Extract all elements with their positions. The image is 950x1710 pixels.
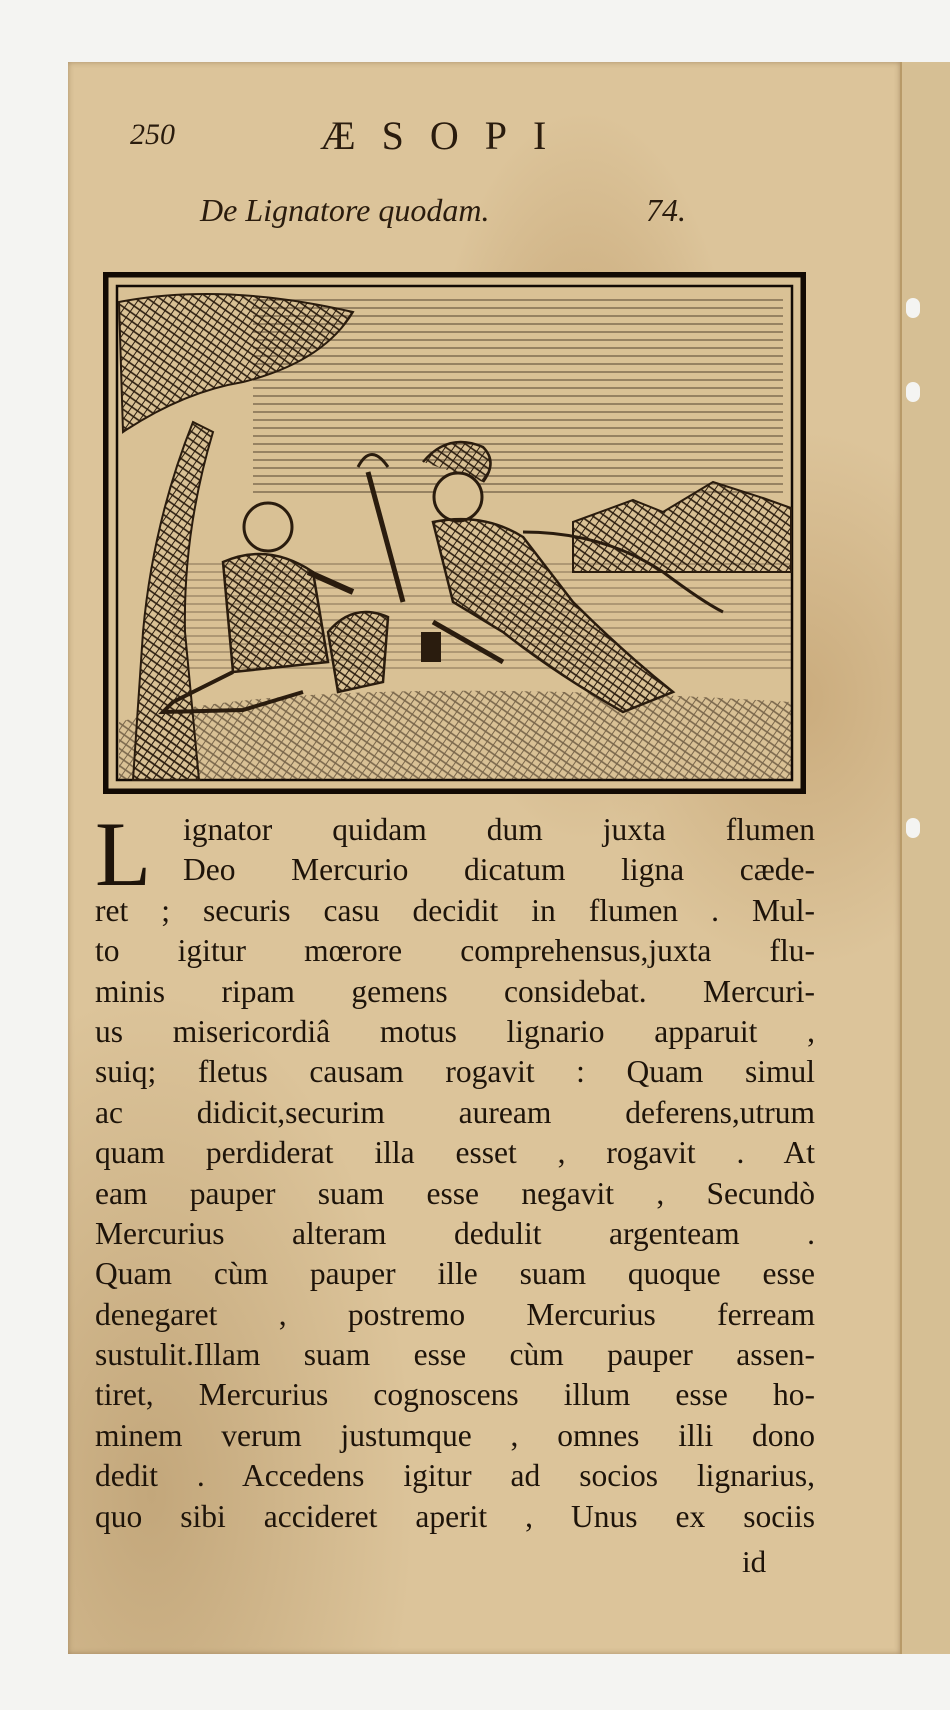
- text-line: dedit . Accedens igitur ad socios lignarius,: [95, 1458, 815, 1494]
- binding-hole: [906, 298, 920, 318]
- text-line: tiret, Mercurius cognoscens illum esse ho-: [95, 1377, 815, 1413]
- text-line: to igitur mœrore comprehensus,juxta flu-: [95, 933, 815, 969]
- binding-hole: [906, 818, 920, 838]
- text-line: Mercurius alteram dedulit argenteam .: [95, 1215, 815, 1251]
- axe: [421, 632, 441, 662]
- text-line: Quam cùm pauper ille suam quoque esse: [95, 1256, 815, 1292]
- woodcut-illustration: [103, 272, 806, 794]
- text-line: denegaret , postremo Mercurius ferream: [95, 1296, 815, 1332]
- page-number: 250: [130, 118, 175, 151]
- drop-cap: L: [95, 803, 152, 905]
- text-line: Deo Mercurio dicatum ligna cæde-: [183, 852, 815, 888]
- fable-heading: De Lignatore quodam.: [200, 192, 490, 228]
- tree-stump: [328, 612, 388, 692]
- catchword: id: [742, 1544, 767, 1579]
- binding-hole: [906, 382, 920, 402]
- text-line: minem verum justumque , omnes illi dono: [95, 1417, 815, 1453]
- text-line: quo sibi accideret aperit , Unus ex sociis: [95, 1498, 815, 1534]
- adjacent-page-edge: [900, 62, 950, 1654]
- text-line: sustulit.Illam suam esse cùm pauper assen-: [95, 1337, 815, 1373]
- text-line: suiq; fletus causam rogavit : Quam simul: [95, 1054, 815, 1090]
- text-line: ac didicit,securim auream deferens,utrum: [95, 1094, 815, 1130]
- text-line: ignator quidam dum juxta flumen: [183, 812, 815, 847]
- text-line: minis ripam gemens considebat. Mercuri-: [95, 973, 815, 1009]
- text-line: eam pauper suam esse negavit , Secundò: [95, 1175, 815, 1211]
- running-head: [130, 112, 630, 158]
- fable-number: 74.: [646, 192, 686, 228]
- running-title: ÆSOPI: [320, 113, 573, 158]
- text-line: quam perdiderat illa esset , rogavit . At: [95, 1135, 815, 1171]
- text-line: us misericordiâ motus lignario apparuit ,: [95, 1013, 815, 1049]
- text-line: ret ; securis casu decidit in flumen . Mul-: [95, 892, 815, 928]
- fable-text: [95, 803, 815, 1537]
